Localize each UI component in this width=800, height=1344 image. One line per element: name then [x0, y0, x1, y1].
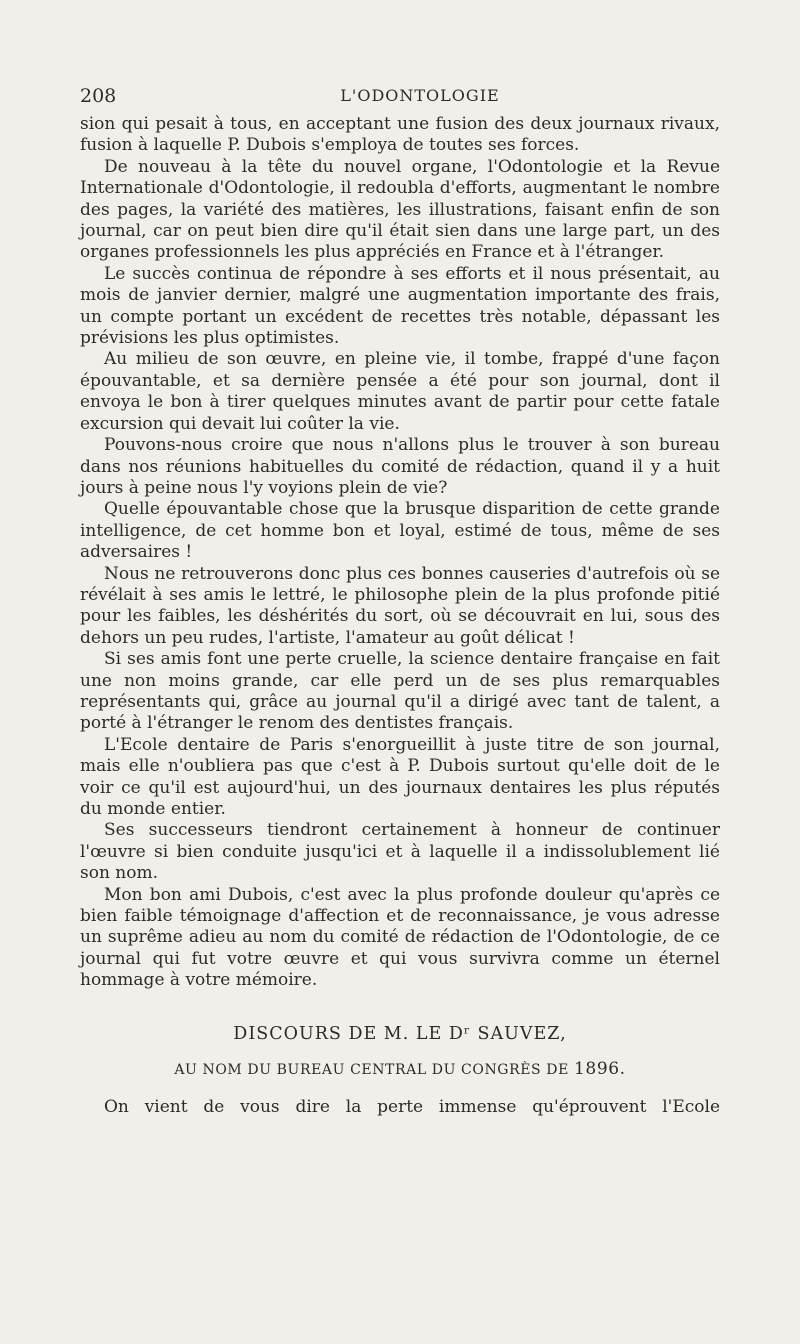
paragraph: sion qui pesait à tous, en acceptant une fusion des deux journaux rivaux, fusion à laquelle P. Dubois s'employa de toutes ses forces. — [80, 114, 720, 156]
paragraph: Si ses amis font une perte cruelle, la science dentaire française en fait une non moins grande, car elle perd un de ses plus remarquables représentants qui, grâce au journal qu'il a dirigé avec tant de talent, a porté à l'étranger le renom des dentistes français. — [80, 649, 720, 734]
page-number: 208 — [80, 85, 117, 107]
subheading-text: AU NOM DU BUREAU CENTRAL DU CONGRÈS DE — [174, 1061, 569, 1078]
page — [80, 80, 720, 1118]
section-heading: DISCOURS DE M. LE Dʳ SAUVEZ, — [233, 1023, 567, 1044]
paragraph: De nouveau à la tête du nouvel organe, l'Odontologie et la Revue Internationale d'Odontologie, il redoubla d'efforts, augmentant le nombre des pages, la variété des matières, les illustrations, faisant enfin de son journal, car on peut bien dire qu'il était sien dans une large part, un des organes professionnels les plus appréciés en France et à l'étranger. — [80, 156, 720, 263]
section-subheading — [80, 1056, 720, 1083]
paragraph: Ses successeurs tiendront certainement à honneur de continuer l'œuvre si bien conduite jusqu'ici et à laquelle il a indissolublement lié son nom. — [80, 820, 720, 884]
subheading-year: 1896. — [574, 1058, 626, 1079]
paragraph: Le succès continua de répondre à ses efforts et il nous présentait, au mois de janvier dernier, malgré une augmentation importante des frais, un compte portant un excédent de recettes très notable, dépassant les prévisions les plus optimistes. — [80, 263, 720, 349]
paragraph: Pouvons-nous croire que nous n'allons plus le trouver à son bureau dans nos réunions habituelles du comité de rédaction, quand il y a huit jours à peine nous l'y voyions plein de vie? — [80, 435, 720, 498]
section-body — [80, 1097, 720, 1118]
speech-section — [80, 1020, 720, 1118]
paragraph: Nous ne retrouverons donc plus ces bonnes causeries d'autrefois où se révélait à ses amis le lettré, le philosophe plein de la plus profonde pitié pour les faibles, les déshérités du sort, où se découvrait en lui, sous des dehors un peu rudes, l'artiste, l'amateur au goût délicat ! — [80, 563, 720, 648]
running-head — [80, 80, 720, 112]
body-text — [80, 114, 720, 992]
journal-title: L'ODONTOLOGIE — [340, 86, 500, 105]
paragraph: L'Ecole dentaire de Paris s'enorgueillit à juste titre de son journal, mais elle n'oubliera pas que c'est à P. Dubois surtout qu'elle doit de le voir ce qu'il est aujourd'hui, un des journaux dentaires les plus réputés du monde entier. — [80, 734, 720, 819]
paragraph: Quelle épouvantable chose que la brusque disparition de cette grande intelligence, de cet homme bon et loyal, estimé de tous, même de ses adversaires ! — [80, 499, 720, 563]
paragraph: On vient de vous dire la perte immense qu'éprouvent l'Ecole — [104, 1096, 720, 1117]
paragraph: Mon bon ami Dubois, c'est avec la plus profonde douleur qu'après ce bien faible témoignage d'affection et de reconnaissance, je vous adresse un suprême adieu au nom du comité de rédaction de l'Odontologie, de ce journal qui fut votre œuvre et qui vous survivra comme un éternel hommage à votre mémoire. — [80, 884, 720, 991]
paragraph: Au milieu de son œuvre, en pleine vie, il tombe, frappé d'une façon épouvantable, et sa dernière pensée a été pour son journal, dont il envoya le bon à tirer quelques minutes avant de partir pour cette fatale excursion qui devait lui coûter la vie. — [80, 349, 720, 434]
